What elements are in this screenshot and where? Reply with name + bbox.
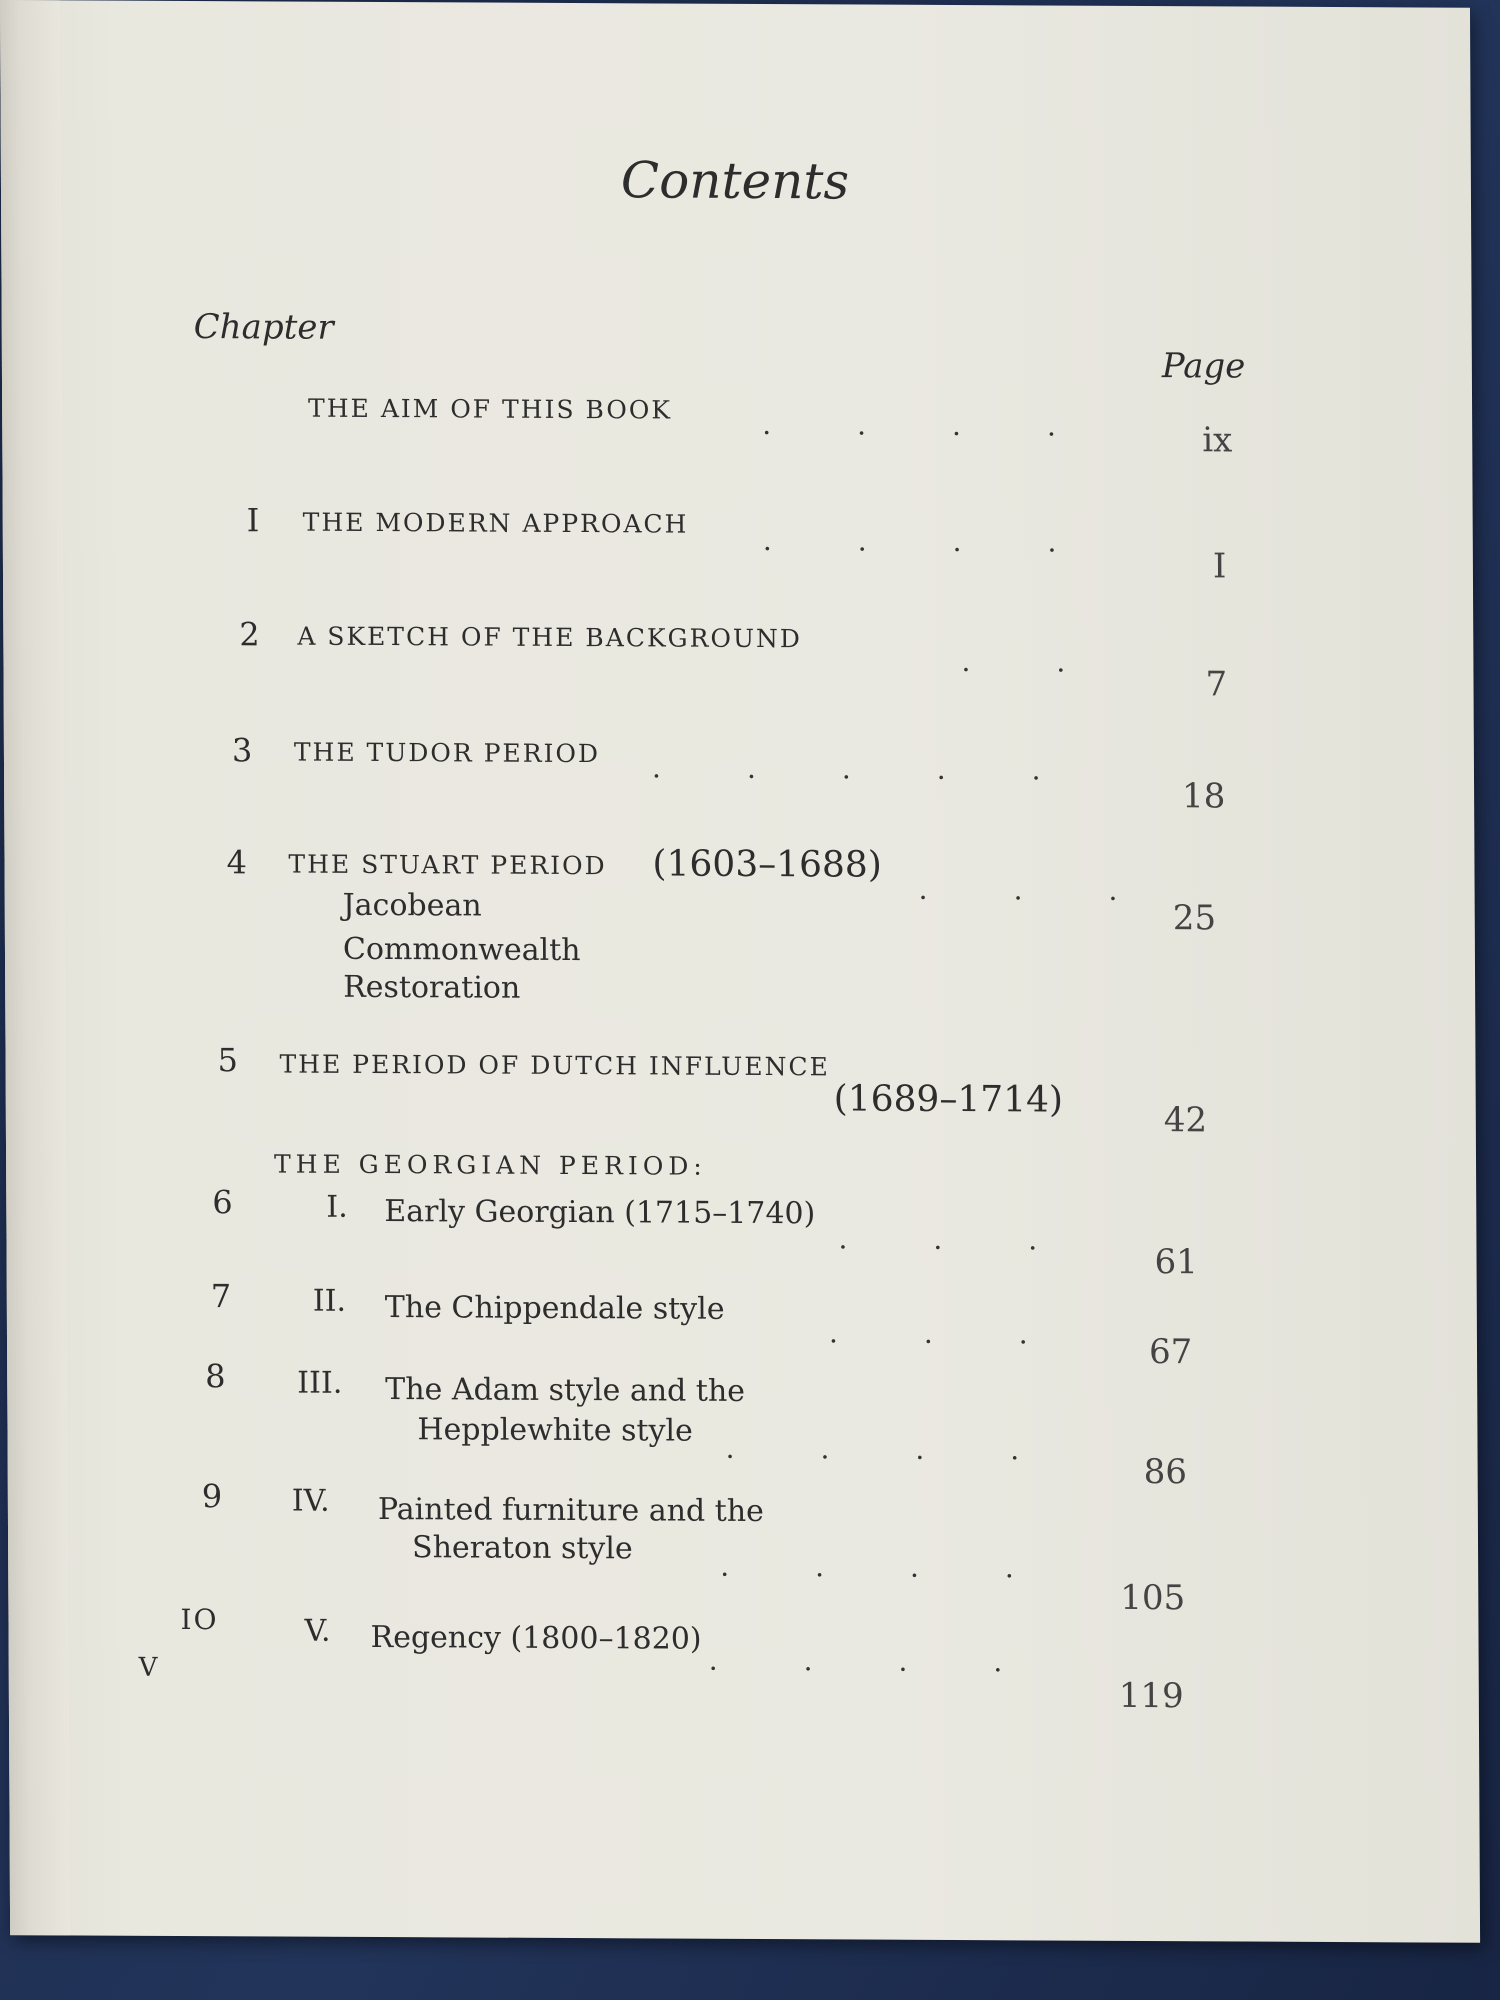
leader-dots: .... <box>708 1643 1089 1679</box>
toc-entry-page: 105 <box>1120 1577 1186 1619</box>
toc-entry-number: 7 <box>210 1277 232 1316</box>
toc-entry-title: THE PERIOD OF DUTCH INFLUENCE <box>279 1049 830 1082</box>
toc-entry-title: THE AIM OF THIS BOOK <box>308 393 673 425</box>
toc-entry-page: ix <box>1202 420 1233 461</box>
toc-group-heading: THE GEORGIAN PERIOD: <box>274 1149 707 1181</box>
toc-entry-number: I <box>246 501 260 540</box>
toc-entry-dates: (1603–1688) <box>652 843 882 886</box>
toc-entry-number: IO <box>180 1602 219 1637</box>
toc-entry-roman: V. <box>304 1613 331 1649</box>
toc-entry-title: Early Georgian (1715–1740) <box>384 1194 816 1232</box>
toc-entry-page: 86 <box>1143 1452 1188 1493</box>
toc-entry-page: 119 <box>1118 1675 1184 1717</box>
page-column-label: Page <box>1161 346 1246 387</box>
chapter-column-label: Chapter <box>193 307 334 348</box>
toc-subitem: Commonwealth <box>342 931 581 969</box>
leader-dots: .... <box>725 1431 1106 1467</box>
leader-dots: ... <box>838 1222 1124 1257</box>
toc-entry-page: 18 <box>1182 776 1226 817</box>
toc-entry-title-continued: Hepplewhite style <box>417 1412 693 1449</box>
page-folio: V <box>138 1652 158 1683</box>
leader-dots: .... <box>720 1549 1100 1585</box>
toc-entry-title: The Chippendale style <box>384 1290 725 1327</box>
toc-entry-title: THE MODERN APPROACH <box>302 507 689 539</box>
toc-subitem: Jacobean <box>342 887 482 924</box>
toc-entry-title-continued: Sheraton style <box>411 1530 633 1567</box>
page-title: Contents <box>620 151 850 211</box>
toc-entry-roman: IV. <box>291 1483 330 1519</box>
page-gutter <box>0 0 70 1935</box>
toc-entry-number: 2 <box>239 615 260 654</box>
toc-entry-page: 42 <box>1163 1100 1208 1141</box>
toc-entry-title: A SKETCH OF THE BACKGROUND <box>297 621 802 654</box>
leader-dots: .... <box>762 524 1143 559</box>
toc-entry-title: The Adam style and the <box>385 1372 746 1409</box>
toc-entry-roman: I. <box>326 1189 348 1225</box>
toc-entry-number: 9 <box>201 1477 223 1516</box>
leader-dots: ... <box>918 872 1204 908</box>
toc-entry-number: 8 <box>205 1357 226 1396</box>
toc-entry-page: I <box>1212 546 1227 587</box>
toc-entry-roman: II. <box>312 1283 347 1319</box>
toc-entry-page: 67 <box>1148 1332 1193 1373</box>
toc-entry-title: THE TUDOR PERIOD <box>293 737 601 769</box>
toc-entry-number: 5 <box>217 1041 239 1080</box>
toc-entry-number: 3 <box>231 731 253 770</box>
toc-entry-number: 6 <box>212 1183 233 1222</box>
leader-dots: .. <box>961 645 1152 680</box>
toc-subitem: Restoration <box>343 969 521 1006</box>
toc-entry-title: Painted furniture and the <box>377 1491 764 1530</box>
toc-entry-page: 25 <box>1172 898 1217 939</box>
leader-dots: .... <box>762 407 1142 443</box>
leader-dots: ... <box>828 1316 1114 1351</box>
toc-entry-number: 4 <box>226 843 247 882</box>
toc-entry-page: 7 <box>1205 664 1228 705</box>
leader-dots: ..... <box>651 751 1127 787</box>
toc-entry-page: 61 <box>1154 1242 1198 1283</box>
toc-entry-title: Regency (1800–1820) <box>370 1619 702 1657</box>
toc-entry-roman: III. <box>297 1365 343 1401</box>
toc-entry-title: THE STUART PERIOD <box>288 849 607 881</box>
toc-entry-dates: (1689–1714) <box>833 1078 1064 1121</box>
